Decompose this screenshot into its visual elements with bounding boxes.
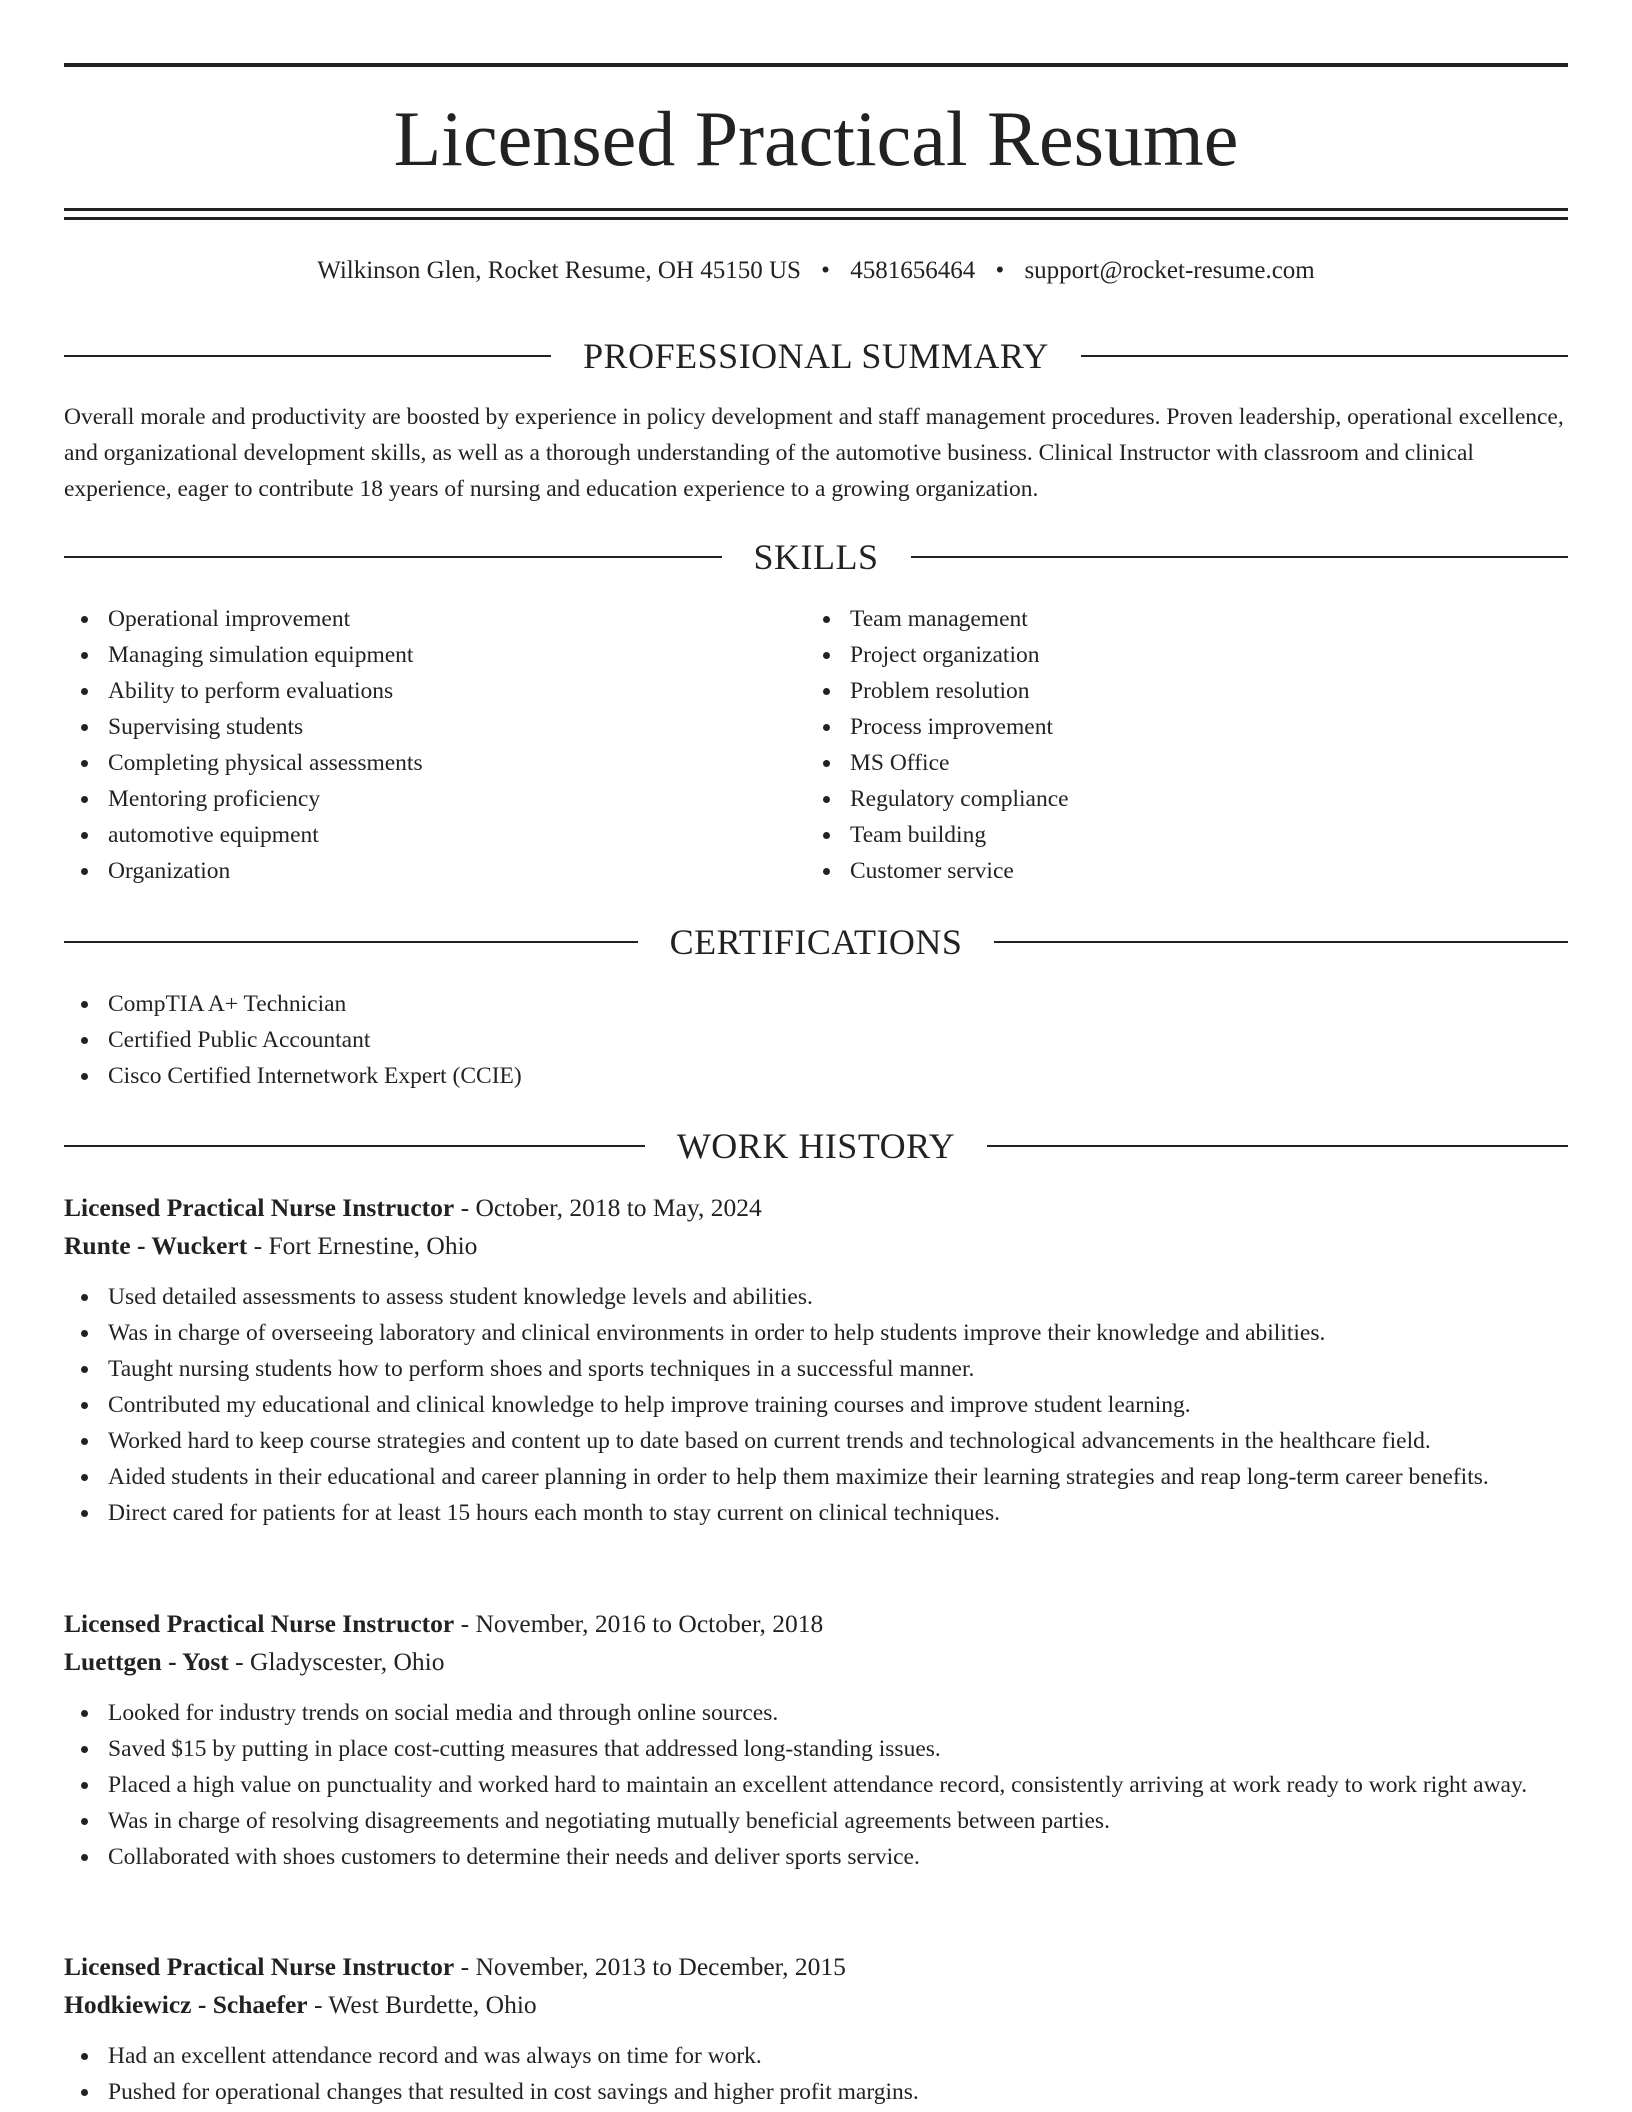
skill-item: Managing simulation equipment bbox=[64, 637, 764, 673]
job-bullet: Was in charge of resolving disagreements and negotiating mutually beneficial agreements between parties. bbox=[64, 1803, 1568, 1839]
job-bullet: Worked hard to keep course strategies and content up to date based on current trends and technological advancements in the healthcare field. bbox=[64, 1423, 1568, 1459]
certification-item: Certified Public Accountant bbox=[64, 1022, 1568, 1058]
job-bullet: Looked for industry trends on social media and through online sources. bbox=[64, 1695, 1568, 1731]
job-company-line bbox=[64, 1986, 1568, 2024]
skills-list-right bbox=[806, 601, 1566, 889]
job-company-line bbox=[64, 1227, 1568, 1265]
job-bullet: Saved $15 by putting in place cost-cutting measures that addressed long-standing issues. bbox=[64, 1731, 1568, 1767]
job-bullet: Taught nursing students how to perform shoes and sports techniques in a successful manner. bbox=[64, 1351, 1568, 1387]
heading-rule-left bbox=[64, 941, 638, 943]
job-bullet: Collaborated with shoes customers to determine their needs and deliver sports service. bbox=[64, 1839, 1568, 1875]
certifications-heading-title: CERTIFICATIONS bbox=[669, 922, 963, 962]
job-bullet: Placed a high value on punctuality and worked hard to maintain an excellent attendance record, consistently arriving at work ready to work right away. bbox=[64, 1767, 1568, 1803]
job-bullets bbox=[64, 1695, 1568, 1875]
skill-item: Supervising students bbox=[64, 709, 764, 745]
job-bullet: Direct cared for patients for at least 15 hours each month to stay current on clinical techniques. bbox=[64, 1495, 1568, 1531]
contact-separator: • bbox=[995, 257, 1005, 284]
resume-name: Licensed Practical Resume bbox=[393, 95, 1239, 182]
heading-rule-right bbox=[1081, 355, 1568, 357]
skill-item: Organization bbox=[64, 853, 764, 889]
heading-rule-left bbox=[64, 1145, 645, 1147]
skill-item: Ability to perform evaluations bbox=[64, 673, 764, 709]
job-location: - West Burdette, Ohio bbox=[307, 1990, 537, 2019]
job-role-line bbox=[64, 1948, 1568, 1986]
skill-item: Problem resolution bbox=[806, 673, 1566, 709]
job-bullet: Was in charge of overseeing laboratory and clinical environments in order to help students improve their knowledge and abilities. bbox=[64, 1315, 1568, 1351]
work-history-heading-title: WORK HISTORY bbox=[676, 1126, 956, 1166]
skill-item: Project organization bbox=[806, 637, 1566, 673]
job-company: Runte - Wuckert bbox=[64, 1231, 248, 1260]
top-rule bbox=[64, 63, 1568, 67]
skill-item: automotive equipment bbox=[64, 817, 764, 853]
job-company-line bbox=[64, 1643, 1568, 1681]
contact-address: Wilkinson Glen, Rocket Resume, OH 45150 US bbox=[317, 257, 801, 284]
skill-item: Team building bbox=[806, 817, 1566, 853]
job-bullets bbox=[64, 1279, 1568, 1531]
job-title: Licensed Practical Nurse Instructor bbox=[64, 1193, 455, 1222]
skills-list-left bbox=[64, 601, 764, 889]
skill-item: MS Office bbox=[806, 745, 1566, 781]
heading-rule-left bbox=[64, 556, 722, 558]
skill-item: Completing physical assessments bbox=[64, 745, 764, 781]
job-location: - Fort Ernestine, Ohio bbox=[247, 1231, 478, 1260]
job-dates: - October, 2018 to May, 2024 bbox=[454, 1193, 762, 1222]
skill-item: Regulatory compliance bbox=[806, 781, 1566, 817]
certification-item: Cisco Certified Internetwork Expert (CCIE) bbox=[64, 1058, 1568, 1094]
job-dates: - November, 2016 to October, 2018 bbox=[454, 1609, 824, 1638]
contact-separator: • bbox=[821, 257, 830, 284]
job-role-line bbox=[64, 1605, 1568, 1643]
skill-item: Operational improvement bbox=[64, 601, 764, 637]
job-company: Luettgen - Yost bbox=[64, 1647, 229, 1676]
job-bullet: Had an excellent attendance record and was always on time for work. bbox=[64, 2038, 1568, 2074]
job-bullet: Contributed my educational and clinical knowledge to help improve training courses and improve student learning. bbox=[64, 1387, 1568, 1423]
heading-rule-right bbox=[994, 941, 1568, 943]
skill-item: Mentoring proficiency bbox=[64, 781, 764, 817]
contact-phone: 4581656464 bbox=[850, 257, 976, 284]
contact-line bbox=[64, 255, 1568, 287]
job-company: Hodkiewicz - Schaefer bbox=[64, 1990, 308, 2019]
job-entry bbox=[64, 1948, 1568, 2110]
job-entry bbox=[64, 1189, 1568, 1531]
heading-rule-right bbox=[911, 556, 1569, 558]
summary-heading bbox=[64, 334, 1568, 378]
heading-rule-right bbox=[987, 1145, 1568, 1147]
skill-item: Team management bbox=[806, 601, 1566, 637]
job-bullet: Aided students in their educational and career planning in order to help them maximize their learning strategies and reap long-term career benefits. bbox=[64, 1459, 1568, 1495]
job-location: - Gladyscester, Ohio bbox=[228, 1647, 445, 1676]
skills-heading bbox=[64, 535, 1568, 579]
certifications-heading bbox=[64, 920, 1568, 964]
certification-item: CompTIA A+ Technician bbox=[64, 986, 1568, 1022]
skill-item: Customer service bbox=[806, 853, 1566, 889]
heading-rule-left bbox=[64, 355, 551, 357]
job-bullet: Pushed for operational changes that resulted in cost savings and higher profit margins. bbox=[64, 2074, 1568, 2110]
summary-heading-title: PROFESSIONAL SUMMARY bbox=[583, 336, 1049, 376]
job-bullets bbox=[64, 2038, 1568, 2110]
summary-text: Overall morale and productivity are boosted by experience in policy development and staff management procedures. Proven leadership, operational excellence, and organizational development skills, as well as a thorough understanding of the automotive business. Clinical Instructor with classroom and clinical experience, eager to contribute 18 years of nursing and education experience to a growing organization. bbox=[64, 404, 1564, 502]
contact-email: support@rocket-resume.com bbox=[1024, 257, 1315, 284]
double-rule bbox=[64, 208, 1568, 220]
job-entry bbox=[64, 1605, 1568, 1875]
job-title: Licensed Practical Nurse Instructor bbox=[64, 1609, 455, 1638]
job-role-line bbox=[64, 1189, 1568, 1227]
skills-heading-title: SKILLS bbox=[753, 537, 879, 577]
work-history-heading bbox=[64, 1124, 1568, 1168]
job-dates: - November, 2013 to December, 2015 bbox=[454, 1952, 846, 1981]
job-title: Licensed Practical Nurse Instructor bbox=[64, 1952, 455, 1981]
certifications-list bbox=[64, 986, 1568, 1094]
job-bullet: Used detailed assessments to assess student knowledge levels and abilities. bbox=[64, 1279, 1568, 1315]
skill-item: Process improvement bbox=[806, 709, 1566, 745]
